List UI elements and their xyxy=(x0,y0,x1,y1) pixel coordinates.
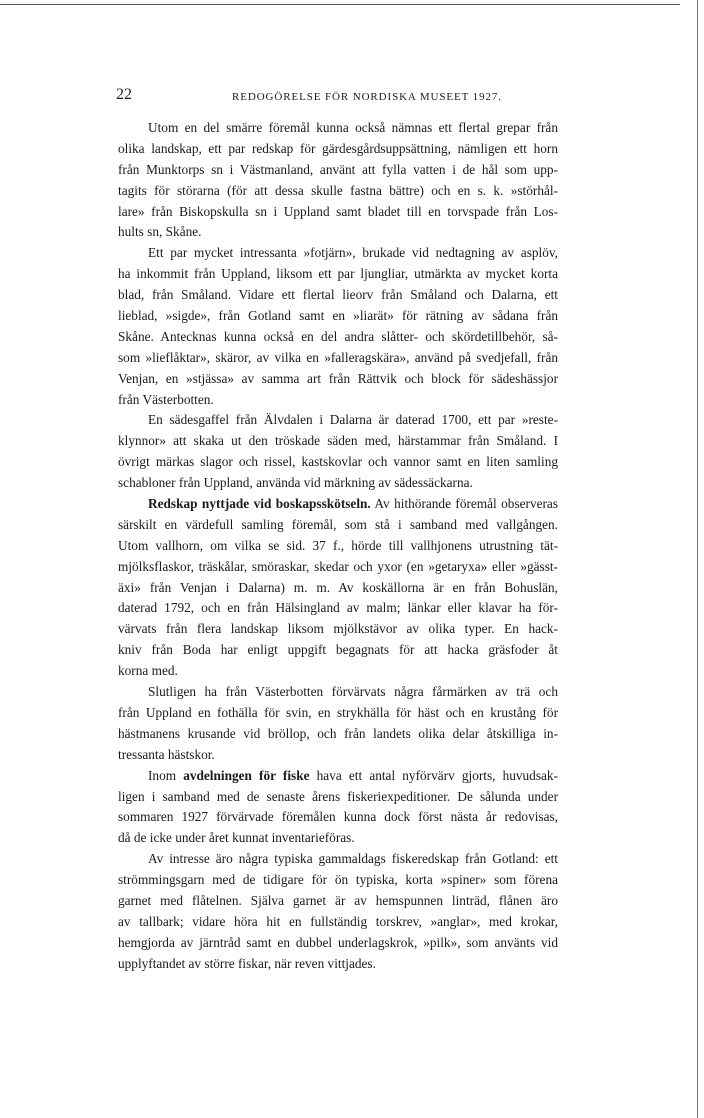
text-line: övrigt märkas slagor och rissel, kastskovlar och vannor samt en liten samling xyxy=(118,454,558,470)
text-line: Av intresse äro några typiska gammaldags fiskeredskap från Gotland: ett xyxy=(148,851,558,867)
text-line: En sädesgaffel från Älvdalen i Dalarna är daterad 1700, ett par »reste- xyxy=(148,412,558,428)
text-line: från Munktorps sn i Västmanland, använt att fylla vatten i de hål som upp- xyxy=(118,161,558,177)
text-line: från Uppland en fothälla för svin, en strykhälla för häst och en krustång för xyxy=(118,704,558,720)
text-line: värvats från flera landskap liksom mjölkstävor av olika typer. En hack- xyxy=(118,621,558,637)
text-line: Ett par mycket intressanta »fotjärn», brukade vid nedtagning av asplöv, xyxy=(148,245,558,261)
body-text xyxy=(118,118,558,975)
text-line: äxi» från Venjan i Dalarna) m. m. Av koskällorna är en från Bohuslän, xyxy=(118,579,558,595)
text-line: Inom avdelningen för fiske hava ett antal nyförvärv gjorts, huvudsak- xyxy=(148,767,558,783)
text-line: tressanta hästskor. xyxy=(118,746,215,762)
text-line: från Västerbotten. xyxy=(118,391,214,407)
text-line: garnet med flåtelnen. Själva garnet är av hemspunnen linträd, flånen äro xyxy=(118,892,558,908)
page-number: 22 xyxy=(116,86,132,103)
text-line: upplyftandet av större fiskar, när reven vittjades. xyxy=(118,955,376,971)
text-line: schabloner från Uppland, använda vid märkning av sädessäckarna. xyxy=(118,475,473,491)
page-header xyxy=(116,86,544,106)
text-line: lare» från Biskopskulla sn i Uppland samt bladet till en torvspade från Los- xyxy=(118,203,558,219)
text-line: tagits för störarna (för att dessa skulle fastna bättre) och en s. k. »störhål- xyxy=(118,182,558,198)
text-line: korna med. xyxy=(118,663,178,679)
text-line: lieblad, »sigde», från Gotland samt en »liarät» för rätning av sådana från xyxy=(118,308,558,324)
text-line: Redskap nyttjade vid boskapsskötseln. Av hithörande föremål observeras xyxy=(148,496,559,512)
text-line: särskilt en värdefull samling föremål, som stå i samband med vallgången. xyxy=(118,516,558,532)
section-heading: avdelningen för fiske xyxy=(183,767,310,783)
text-line: klynnor» att skaka ut den tröskade säden med, härstammar från Småland. I xyxy=(118,433,558,449)
text-line: blad, från Småland. Vidare ett flertal lieorv från Småland och Dalarna, ett xyxy=(118,287,558,303)
text-line: olika landskap, ett par redskap för gärdesgårdsuppsättning, nämligen ett horn xyxy=(118,140,558,156)
text-line: Venjan, en »stjässa» av samma art från Rättvik och block för sädeshässjor xyxy=(118,370,558,386)
text-line: av tallbark; vidare höra hit en fullständig torskrev, »anglar», med krokar, xyxy=(118,913,558,929)
text-line: hästmanens krusande vid bröllop, och från landets olika delar åtskilliga in- xyxy=(118,725,558,741)
text-line: sommaren 1927 förvärvade föremålen kunna dock först nästa år redovisas, xyxy=(118,809,558,825)
text-line: Skåne. Antecknas kunna också en del andra slåtter- och skördetillbehör, så- xyxy=(118,328,558,344)
text-line: ligen i samband med de senaste årens fiskeriexpeditioner. De sålunda under xyxy=(118,788,558,804)
text-line: ha inkommit från Uppland, liksom ett par ljungliar, utmärkta av mycket korta xyxy=(118,266,558,282)
text-line: Utom en del smärre föremål kunna också nämnas ett flertal grepar från xyxy=(148,120,558,135)
text-line: hemgjorda av järntråd samt en dubbel underlagskrok, »pilk», som använts vid xyxy=(118,934,558,950)
running-title: REDOGÖRELSE FÖR NORDISKA MUSEET 1927. xyxy=(232,91,502,103)
text-line: som »lieflåktar», skäror, av vilka en »falleragskära», använd på svedjefall, från xyxy=(118,349,558,365)
top-rule xyxy=(0,4,680,5)
text-line: daterad 1792, och en från Hälsingland av malm; länkar eller klavar ha för- xyxy=(118,600,558,616)
text-line: mjölksflaskor, träskålar, smöraskar, skedar och yxor (en »getaryxa» eller »gässt- xyxy=(118,558,558,574)
text-line: strömmingsgarn med de tidigare för ön typiska, korta »spiner» som förena xyxy=(118,872,558,888)
text-line: då de icke under året kunnat inventarieföras. xyxy=(118,830,355,846)
section-heading: Redskap nyttjade vid boskapsskötseln. xyxy=(148,496,371,512)
text-line: Slutligen ha från Västerbotten förvärvats några fårmärken av trä och xyxy=(148,684,558,700)
page-edge-rule xyxy=(697,0,698,1118)
text-line: Utom vallhorn, om vilka se sid. 37 f., hörde till vallhjonens utrustning tät- xyxy=(118,537,558,553)
text-line: kniv från Boda har enligt uppgift begagnats för att hacka gräsfoder åt xyxy=(118,642,558,658)
text-line: hults sn, Skåne. xyxy=(118,224,202,240)
